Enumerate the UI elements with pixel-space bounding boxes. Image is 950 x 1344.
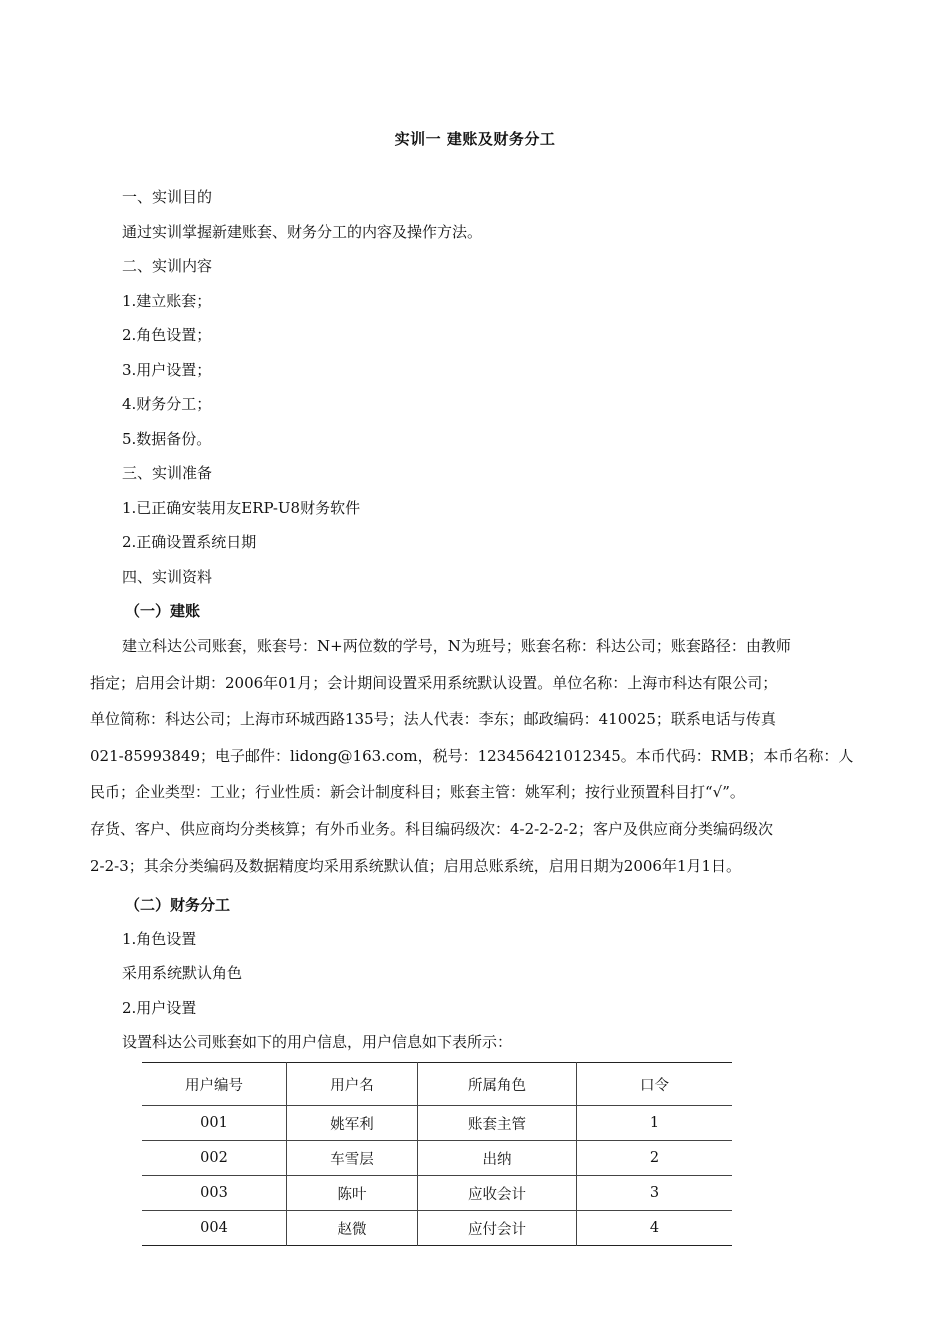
header-user-name: 用户名	[287, 1063, 418, 1106]
role-setup-text: 采用系统默认角色	[122, 964, 243, 982]
paragraph-line: 指定；启用会计期：2006年01月；会计期间设置采用系统默认设置。单位名称：上海市科达有限公司；	[90, 673, 778, 692]
cell-role: 出纳	[418, 1141, 577, 1176]
header-user-id: 用户编号	[142, 1063, 287, 1106]
paragraph-line: 民币；企业类型：工业；行业性质：新会计制度科目；账套主管：姚军利；按行业预置科目打“√”。	[90, 783, 745, 802]
table-row	[142, 1176, 732, 1211]
content-item: 2.角色设置；	[122, 326, 212, 344]
subsection-heading-division: （二）财务分工	[125, 896, 231, 914]
header-role: 所属角色	[418, 1063, 577, 1106]
user-setup-heading: 2.用户设置	[122, 999, 197, 1017]
paragraph-line: 存货、客户、供应商均分类核算；有外币业务。科目编码级次：4-2-2-2-2；客户及供应商分类编码级次	[90, 819, 773, 838]
content-item: 5.数据备份。	[122, 430, 212, 448]
header-password: 口令	[577, 1063, 733, 1106]
setup-paragraph	[90, 636, 860, 892]
cell-password: 1	[577, 1106, 733, 1141]
content-item: 3.用户设置；	[122, 361, 212, 379]
cell-user-id: 001	[200, 1115, 228, 1131]
section-heading-preparation: 三、实训准备	[122, 464, 213, 482]
user-table	[142, 1062, 732, 1246]
cell-password: 4	[577, 1211, 733, 1246]
cell-password: 2	[577, 1141, 733, 1176]
preparation-item: 2.正确设置系统日期	[122, 533, 257, 551]
cell-role: 应收会计	[418, 1176, 577, 1211]
table-row	[142, 1141, 732, 1176]
cell-user-name: 赵微	[287, 1211, 418, 1246]
paragraph-line: 2-2-3；其余分类编码及数据精度均采用系统默认值；启用总账系统，启用日期为2006年1月1日。	[90, 856, 742, 875]
paragraph-line: 建立科达公司账套，账套号：N+两位数的学号，N为班号；账套名称：科达公司；账套路径：由教师	[122, 637, 791, 655]
content-item: 1.建立账套；	[122, 292, 212, 310]
cell-user-name: 车雪层	[287, 1141, 418, 1176]
section-heading-content: 二、实训内容	[122, 257, 213, 275]
section-heading-materials: 四、实训资料	[122, 568, 213, 586]
role-setup-heading: 1.角色设置	[122, 930, 197, 948]
page-title: 实训一 建账及财务分工	[394, 130, 556, 148]
cell-role: 账套主管	[418, 1106, 577, 1141]
user-setup-text: 设置科达公司账套如下的用户信息，用户信息如下表所示：	[122, 1033, 513, 1051]
preparation-item: 1.已正确安装用友ERP-U8财务软件	[122, 499, 361, 517]
cell-password: 3	[577, 1176, 733, 1211]
table-row	[142, 1106, 732, 1141]
subsection-heading-setup: （一）建账	[125, 602, 201, 620]
cell-user-id: 003	[200, 1185, 228, 1201]
table-row	[142, 1211, 732, 1246]
table-header-row	[142, 1063, 732, 1106]
purpose-text: 通过实训掌握新建账套、财务分工的内容及操作方法。	[122, 223, 483, 241]
cell-role: 应付会计	[418, 1211, 577, 1246]
cell-user-name: 陈叶	[287, 1176, 418, 1211]
cell-user-id: 002	[200, 1150, 228, 1166]
paragraph-line: 021-85993849；电子邮件：lidong@163.com，税号：123456421012345。本币代码：RMB；本币名称：人	[90, 746, 854, 765]
cell-user-id: 004	[200, 1220, 228, 1236]
cell-user-name: 姚军利	[287, 1106, 418, 1141]
content-item: 4.财务分工；	[122, 395, 212, 413]
section-heading-purpose: 一、实训目的	[122, 188, 213, 206]
paragraph-line: 单位简称：科达公司；上海市环城西路135号；法人代表：李东；邮政编码：410025；联系电话与传真	[90, 710, 776, 729]
